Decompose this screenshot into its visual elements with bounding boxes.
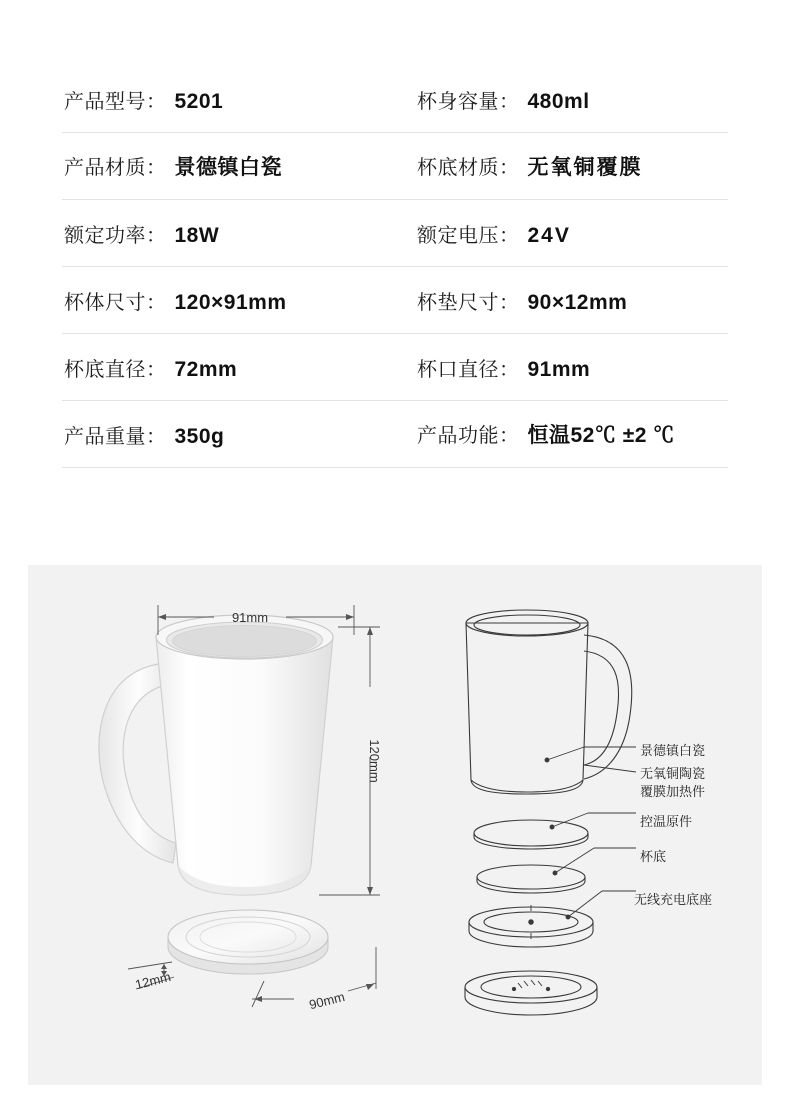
product-illustration-panel xyxy=(28,565,762,1085)
spec-value: 91mm xyxy=(527,357,591,381)
spec-cell-right xyxy=(417,419,728,449)
spec-value: 5201 xyxy=(174,89,224,113)
callout-leader-lines xyxy=(545,747,636,919)
table-row xyxy=(62,334,728,401)
spec-table xyxy=(62,66,728,468)
spec-label: 杯底材质： xyxy=(417,157,520,179)
spec-cell-right xyxy=(417,219,728,248)
spec-label: 产品型号： xyxy=(64,90,167,113)
spec-value: 恒温52℃ ±2 ℃ xyxy=(527,424,675,447)
spec-label: 额定电压： xyxy=(417,224,520,247)
spec-label: 产品重量： xyxy=(64,425,167,448)
spec-value: 90×12mm xyxy=(527,290,628,314)
spec-value: 350g xyxy=(174,424,225,448)
spec-cell-right xyxy=(417,286,728,315)
spec-label: 杯垫尺寸： xyxy=(417,291,520,314)
spec-label: 杯底直径： xyxy=(64,358,167,381)
mug-3d-render xyxy=(99,615,333,974)
spec-cell-left xyxy=(62,219,417,248)
spec-value: 24V xyxy=(527,223,571,247)
dim-top-width-text: 91mm xyxy=(231,610,269,625)
dim-pad-thickness-text: 12mm xyxy=(133,968,173,993)
spec-value: 72mm xyxy=(174,357,238,381)
spec-value: 480ml xyxy=(527,89,590,113)
dim-height-text: 120mm xyxy=(367,739,382,783)
spec-value: 景德镇白瓷 xyxy=(174,156,282,179)
spec-label: 产品材质： xyxy=(64,157,167,179)
spec-cell-left xyxy=(62,85,417,114)
dim-pad-diameter-text: 90mm xyxy=(307,988,347,1013)
spec-cell-left xyxy=(62,353,417,382)
callout-label-porcelain: 景德镇白瓷 xyxy=(640,743,706,758)
callout-label-cup-base: 杯底 xyxy=(640,849,667,864)
spec-cell-right xyxy=(417,353,728,382)
callout-label-temp-control: 控温原件 xyxy=(640,814,693,829)
table-row xyxy=(62,267,728,334)
spec-value: 18W xyxy=(174,223,220,247)
table-row xyxy=(62,401,728,468)
table-row xyxy=(62,200,728,267)
spec-cell-left xyxy=(62,151,417,181)
spec-label: 杯体尺寸： xyxy=(64,291,167,314)
spec-cell-right xyxy=(417,151,728,181)
callout-label-wireless-base: 无线充电底座 xyxy=(634,892,713,907)
spec-label: 杯身容量： xyxy=(417,90,520,113)
table-row xyxy=(62,133,728,200)
callout-label-copper-film-1: 无氧铜陶瓷 xyxy=(640,766,706,781)
callout-label-copper-film-2: 覆膜加热件 xyxy=(640,784,706,799)
spec-label: 产品功能： xyxy=(417,425,520,447)
spec-label: 额定功率： xyxy=(64,224,167,247)
table-row xyxy=(62,66,728,133)
spec-cell-left xyxy=(62,286,417,315)
spec-label: 杯口直径： xyxy=(417,358,520,381)
spec-cell-left xyxy=(62,420,417,449)
spec-value: 120×91mm xyxy=(174,290,287,314)
mug-exploded-diagram xyxy=(465,610,632,1015)
spec-cell-right xyxy=(417,85,728,114)
spec-value: 无氧铜覆膜 xyxy=(527,156,643,179)
